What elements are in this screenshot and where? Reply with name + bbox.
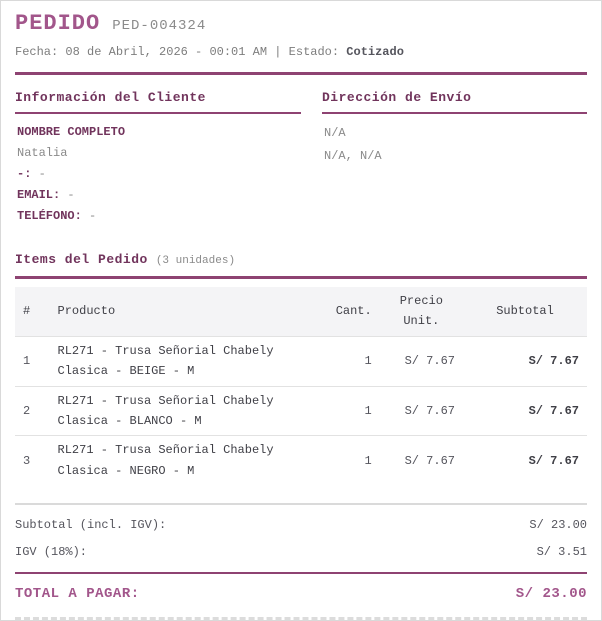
totals-divider: [15, 503, 587, 505]
units-note: (3 unidades): [155, 255, 236, 267]
phone-label: TELÉFONO:: [17, 209, 82, 223]
date-value: 08 de Abril, 2026 - 00:01 AM: [65, 45, 268, 59]
item-unit-price: S/ 7.67: [380, 386, 463, 436]
items-table-header: [15, 287, 587, 336]
items-divider: [15, 276, 587, 279]
column-qty: Cant.: [309, 287, 380, 336]
igv-value: S/ 3.51: [536, 545, 587, 560]
subtotal-value: S/ 23.00: [529, 518, 587, 533]
grand-total-label: TOTAL A PAGAR:: [15, 586, 140, 603]
email-label: EMAIL:: [17, 188, 61, 202]
table-row: [15, 436, 587, 486]
customer-field-value: -: [38, 167, 46, 181]
items-table: [15, 287, 587, 486]
column-unit-price: Precio Unit.: [380, 287, 463, 336]
shipping-line: N/A, N/A: [324, 149, 382, 163]
customer-phone-field: [15, 210, 301, 222]
column-num: #: [15, 287, 50, 336]
grand-total-value: S/ 23.00: [515, 586, 587, 603]
order-number: PED-004324: [112, 18, 207, 34]
email-value: -: [67, 188, 75, 202]
item-subtotal: S/ 7.67: [463, 436, 587, 486]
shipping-section-underline: [322, 112, 587, 114]
grand-total-row: [15, 586, 587, 602]
table-row: [15, 386, 587, 436]
item-num: 2: [15, 386, 50, 436]
customer-field-label: -:: [17, 167, 32, 181]
item-product: RL271 - Trusa Señorial Chabely Clasica - BLANCO - M: [50, 386, 309, 436]
item-product: RL271 - Trusa Señorial Chabely Clasica - NEGRO - M: [50, 436, 309, 486]
subtotal-label: Subtotal (incl. IGV):: [15, 518, 167, 533]
customer-field: [15, 168, 301, 180]
customer-info-section: [15, 90, 301, 231]
shipping-section-title: Dirección de Envío: [322, 90, 472, 105]
order-meta: [15, 45, 587, 59]
item-num: 1: [15, 336, 50, 386]
item-subtotal: S/ 7.67: [463, 336, 587, 386]
header-row: [15, 287, 587, 336]
status-value: Cotizado: [346, 45, 404, 59]
meta-separator: |: [274, 45, 282, 59]
header-divider: [15, 72, 587, 75]
item-unit-price: S/ 7.67: [380, 336, 463, 386]
column-product: Producto: [50, 287, 309, 336]
status-label: Estado:: [288, 45, 340, 59]
footer-dashed-divider: [15, 617, 587, 620]
page-title: PEDIDO: [15, 11, 101, 36]
customer-name-label: NOMBRE COMPLETO: [17, 125, 126, 139]
customer-section-title: Información del Cliente: [15, 90, 206, 105]
subtotal-row: [15, 518, 587, 532]
shipping-info-section: [301, 90, 587, 231]
igv-row: [15, 545, 587, 559]
date-label: Fecha:: [15, 45, 59, 59]
item-qty: 1: [309, 336, 380, 386]
item-qty: 1: [309, 386, 380, 436]
header: [15, 11, 587, 36]
grand-total-divider: [15, 572, 587, 574]
table-row: [15, 336, 587, 386]
item-num: 3: [15, 436, 50, 486]
items-table-body: [15, 336, 587, 485]
item-subtotal: S/ 7.67: [463, 386, 587, 436]
item-qty: 1: [309, 436, 380, 486]
customer-name-value: Natalia: [17, 146, 68, 160]
customer-section-underline: [15, 112, 301, 114]
customer-email-field: [15, 189, 301, 201]
customer-name-field: [15, 126, 301, 159]
column-subtotal: Subtotal: [463, 287, 587, 336]
item-unit-price: S/ 7.67: [380, 436, 463, 486]
igv-label: IGV (18%):: [15, 545, 88, 560]
info-columns: [15, 90, 587, 231]
shipping-line: N/A: [324, 126, 346, 140]
item-product: RL271 - Trusa Señorial Chabely Clasica - BEIGE - M: [50, 336, 309, 386]
phone-value: -: [89, 209, 97, 223]
items-header: [15, 252, 587, 267]
items-section-title: Items del Pedido: [15, 252, 148, 267]
